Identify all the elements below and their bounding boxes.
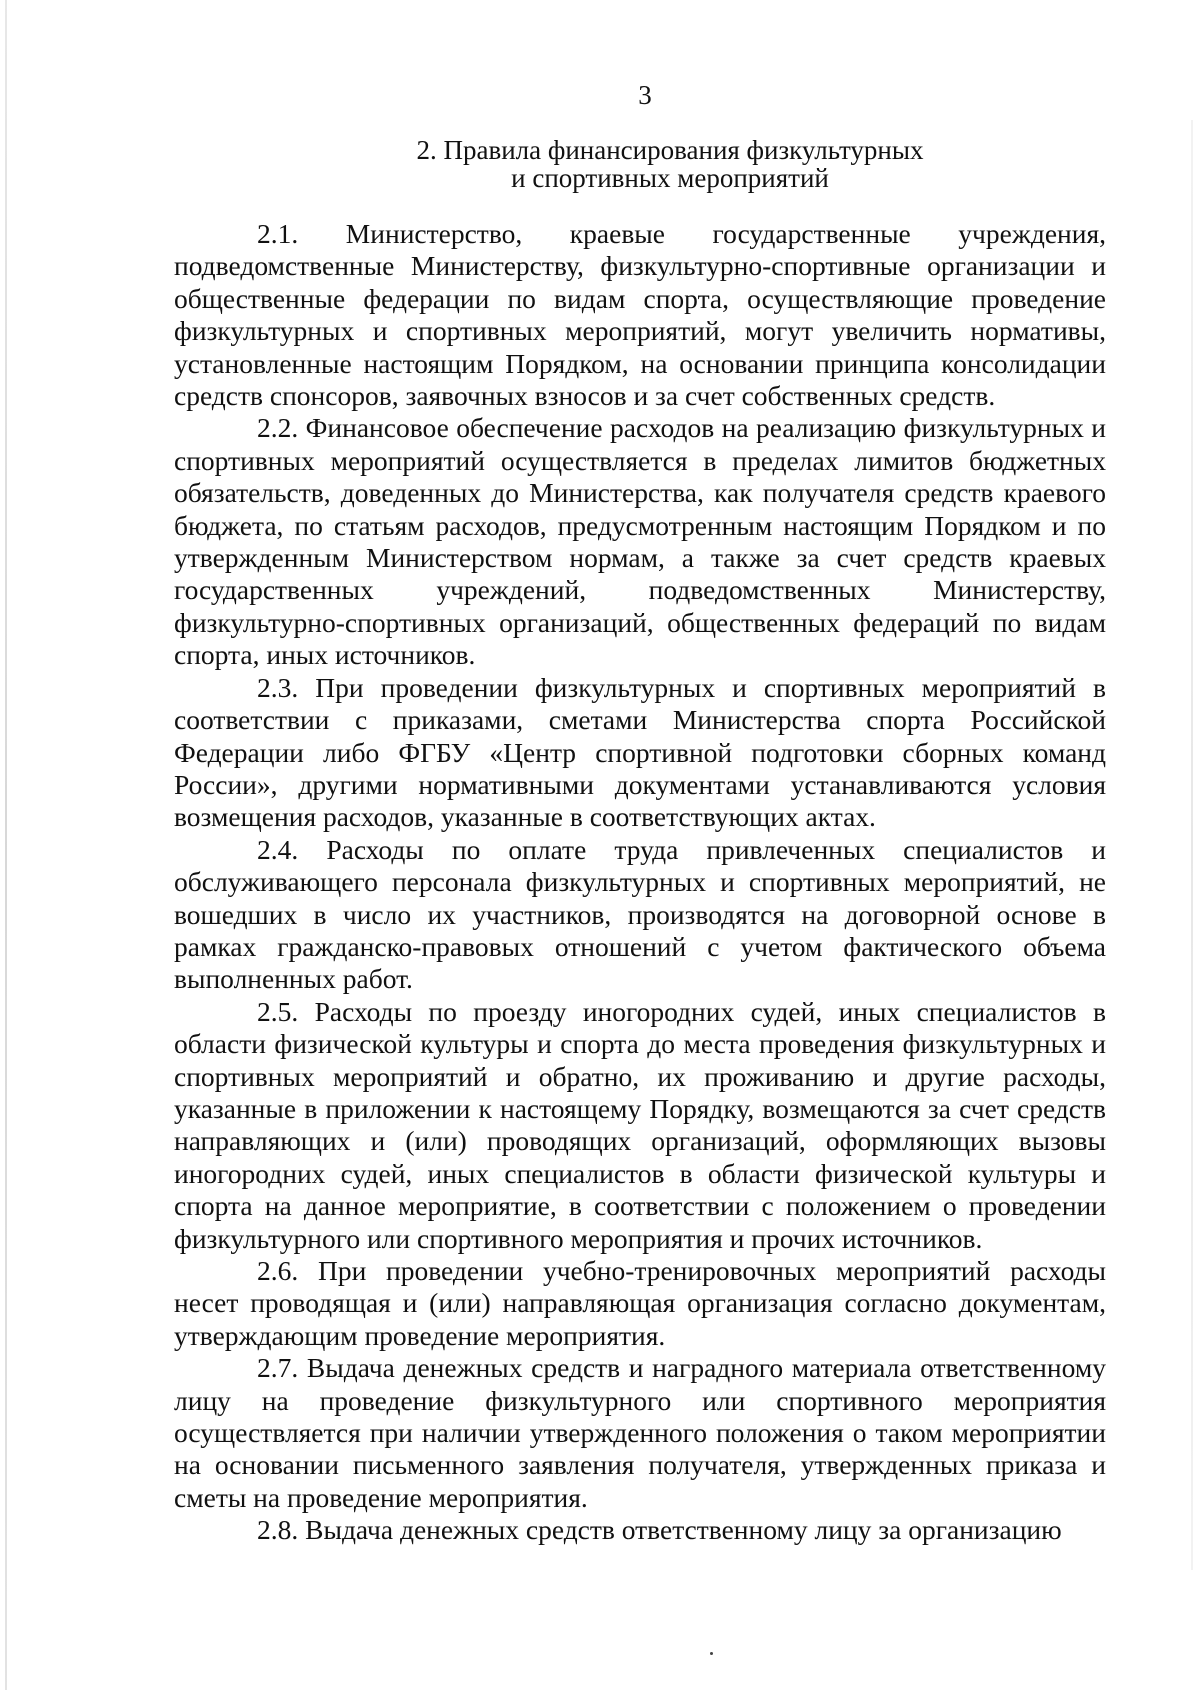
paragraph-2-6: 2.6. При проведении учебно-тренировочных мероприятий расходы несет проводящая и (или) направляющая организация согласно документам, утверждающим проведение мероприятия. — [174, 1255, 1106, 1351]
section-title-line-2: и спортивных мероприятий — [511, 163, 829, 193]
scan-edge-left — [5, 0, 7, 1690]
page-number: 3 — [638, 80, 652, 110]
paragraph-2-5: 2.5. Расходы по проезду иногородних судей, иных специалистов в области физической культуры и спорта до места проведения физкультурных и спортивных мероприятий и обратно, их проживанию и другие расходы, указанные в приложении к настоящему Порядку, возмещаются за счет средств направляющих и (или) проводящих организаций, оформляющих вызовы иногородних судей, иных специалистов в области физической культуры и спорта на данное мероприятие, в соответствии с положением о проведении физкультурного или спортивного мероприятия и прочих источников. — [174, 995, 1106, 1254]
paragraph-2-2: 2.2. Финансовое обеспечение расходов на реализацию физкультурных и спортивных мероприятий осуществляется в пределах лимитов бюджетных обязательств, доведенных до Министерства, как получателя средств краевого бюджета, по статьям расходов, предусмотренным настоящим Порядком и по утвержденным Министерством нормам, а также за счет средств краевых государственных учреждений, подведомственных Министерству, физкультурно-спортивных организаций, общественных федераций по видам спорта, иных источников. — [174, 412, 1106, 671]
body-text — [174, 218, 1106, 1547]
scan-speck — [710, 1652, 713, 1655]
section-title — [400, 136, 940, 192]
paragraph-2-3: 2.3. При проведении физкультурных и спортивных мероприятий в соответствии с приказами, сметами Министерства спорта Российской Федерации либо ФГБУ «Центр спортивной подготовки сборных команд России», другими нормативными документами устанавливаются условия возмещения расходов, указанные в соответствующих актах. — [174, 671, 1106, 833]
scan-edge-right — [1191, 120, 1193, 1570]
paragraph-2-7: 2.7. Выдача денежных средств и наградного материала ответственному лицу на проведение физкультурного или спортивного мероприятия осуществляется при наличии утвержденного положения о таком мероприятии на основании письменного заявления получателя, утвержденных приказа и сметы на проведение мероприятия. — [174, 1352, 1106, 1513]
paragraph-2-8: 2.8. Выдача денежных средств ответственному лицу за организацию — [257, 1514, 1062, 1546]
section-title-line-1: 2. Правила финансирования физкультурных — [416, 135, 924, 165]
paragraph-2-1: 2.1. Министерство, краевые государственные учреждения, подведомственные Министерству, физкультурно-спортивные организации и общественные федерации по видам спорта, осуществляющие проведение физкультурных и спортивных мероприятий, могут увеличить нормативы, установленные настоящим Порядком, на основании принципа консолидации средств спонсоров, заявочных взносов и за счет собственных средств. — [174, 218, 1106, 412]
paragraph-2-4: 2.4. Расходы по оплате труда привлеченных специалистов и обслуживающего персонала физкультурных и спортивных мероприятий, не вошедших в число их участников, производятся на договорной основе в рамках гражданско-правовых отношений с учетом фактического объема выполненных работ. — [174, 833, 1106, 995]
